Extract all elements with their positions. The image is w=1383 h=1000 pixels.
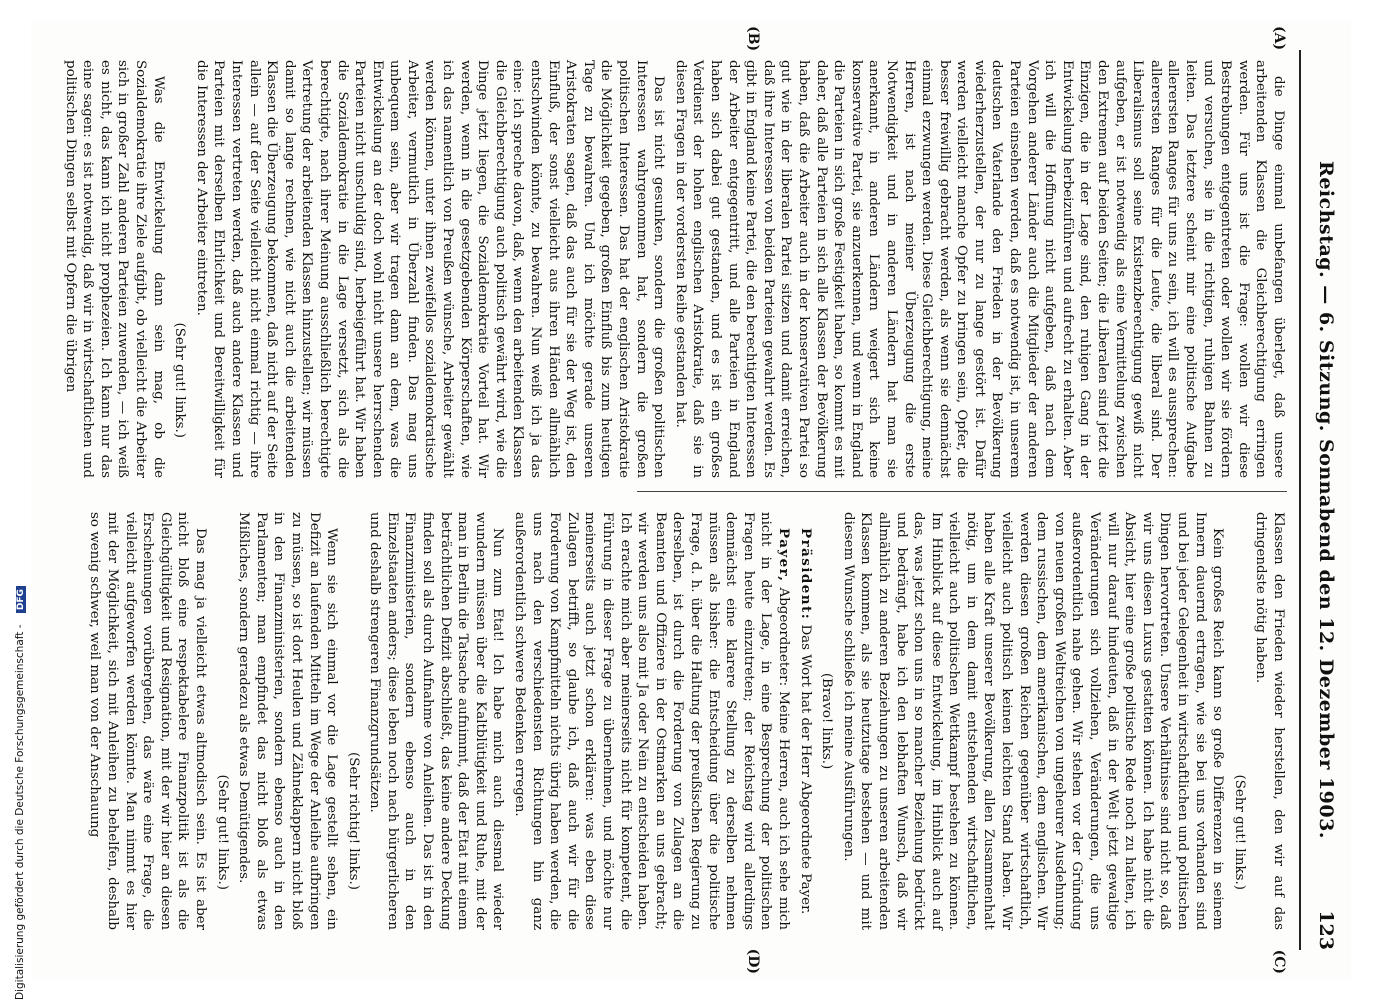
- interjection: (Sehr gut! links.): [214, 774, 230, 890]
- speaker-paragraph: [510, 512, 792, 930]
- margin-marker-c: (C): [1271, 949, 1287, 974]
- paragraph: Kein großes Reich kann so große Differenzen in seinem Innern dauernd ertragen, wie sie bei uns vorhanden sind und bei jeder Gelegenheit in wirtschaftlichen und politischen Dingen hervortreten. Unsere Verhältnisse sind nicht so, daß wir uns diesen Luxus gestatten können. Ich habe nicht die Absicht, hier eine große politische Rede noch zu halten, ich will nur darauf hindeuten, daß in der Welt jetzt gewaltige Veränderungen sich vollziehen, Veränderungen, die uns außerordentlich nahe gehen. Wir stehen vor der Gründung von neuen großen Weltreichen von ungeheurer Ausdehnung; dem russischen, dem amerikanischen, dem englischen. Wir werden diesen großen Reichen gegenüber wirtschaftlich, vielleicht auch politisch keinen leichten Stand haben. Wir haben alle Kraft unserer Bevölkerung, allen Zusammenhalt nötig, um in dem damit entstehenden wirtschaftlichen, vielleicht auch politischen Wettkampf bestehen zu können. Im Hinblick auf diese Entwickelung, im Hinblick auch auf das, was jetzt schon uns in so mancher Beziehung bedrückt und bedrängt, habe ich den lebhaften Wunsch, daß wir allmählich zu anderen Beziehungen zu unseren arbeitenden Klassen kommen, als sie heutzutage bestehen — und mit diesem Wunsche schließe ich meine Ausführungen.: [840, 512, 1226, 930]
- paragraph: Das ist nicht gesunken, sondern die großen politischen Interessen wahrgenommen hat, sondern die großen politischen Interessen. Das hat der englischen Aristokratie die Möglichkeit gegeben, großen Einfluß bis zum heutigen Tage zu bewahren. Und ich möchte gerade unseren Aristokraten sagen, daß das auch für sie der Weg ist, den Einfluß, der sonst vielleicht aus ihren Händen allmählich entschwinden könnte, zu bewahren. Nun weiß ich ja das eine: ich spreche davon, daß, wenn den arbeitenden Klassen die Gleichberechtigung auch politisch gewährt wird, wie die Dinge jetzt liegen, die Sozialdemokratie Vorteil hat. Wir werden, wenn in die gesetzgebenden Körperschaften, wie ich das namentlich von Preußen wünsche, Arbeiter gewählt werden können, unter ihnen zweifellos sozialdemokratische Arbeiter, vermutlich in Überzahl finden. Das mag uns unbequem sein, aber wir tragen dann an dem, was die Entwickelung an der doch wohl nicht unsere herrschenden Parteien nicht unschuldig sind, herbeigeführt hat. Wir haben die Sozialdemokratie in die Lage versetzt, sich als die berechtigte, nach ihrer Meinung ausschließlich berechtigte Vertretung der arbeitenden Klassen hinzustellen; wir müssen damit so lange rechnen, wie nicht auch die arbeitenden Klassen die Überzeugung bekommen, daß nicht auf der Seite allein — auf der Seite vielleicht nicht einmal richtig — ihre Interessen vertreten werden, daß auch andere Klassen und Parteien mit derselben Ehrlichkeit und Bereitwilligkeit für die Interessen der Arbeiter eintreten.: [193, 60, 667, 478]
- paragraph: Was die Entwickelung dann sein mag, ob die Sozialdemokratie ihre Ziele aufgibt, ob vielleicht die Arbeiter sich in großer Zahl anderen Parteien zuwenden, — ich weiß es nicht, das kann ich nicht prophezeien. Ich kann nur das eine sagen: es ist notwendig, daß wir in wirtschaftlichen und politischen Dingen selbst mit Opfern die übrigen: [62, 60, 166, 478]
- running-head: Reichstag. — 6. Sitzung. Sonnabend den 12. Dezember 1903.: [1315, 161, 1337, 839]
- paragraph: Wenn sie sich einmal vor die Lage gestellt sehen, ein Defizit an laufenden Mitteln im Wege der Anleihe aufbringen zu müssen, so ist dort Heulen und Zähneklappern nicht bloß in den Finanzministerien, sondern ebenso auch in den Parlamenten; man empfindet das nicht bloß als etwas Mißliches, sondern geradezu als etwas Demütigendes.: [236, 512, 340, 930]
- interjection: (Bravo! links.): [819, 672, 835, 770]
- paragraph: Nun zum Etat! Ich habe mich auch diesmal wieder wundern müssen über die Kaltblütigkeit und Ruhe, mit der man in Berlin die Tatsache aufnimmt, daß der Etat mit einem beträchtlichen Defizit abschließt, das keine andere Deckung finden soll als durch Aufnahme von Anleihen. Das ist in den Finanzministerien, sondern ebenso auch in den Einzelstaaten anders; diese leben noch nach bürgerlicheren und deshalb strengeren Finanzgrundsätzen.: [367, 512, 506, 930]
- dfg-logo: DFG: [16, 586, 26, 613]
- margin-marker-d: (D): [745, 948, 761, 974]
- margin-marker-a: (A): [1271, 26, 1287, 51]
- paragraph: Klassen den Frieden wieder herstellen, den wir auf das dringendste nötig haben.: [1253, 512, 1286, 930]
- speaker-text: Abgeordneter: Meine Herren, auch ich sehe mich nicht in der Lage, in eine Besprechung der politischen Fragen heute einzutreten; der Reichstag wird allerdings demnächst eine klarere Stellung zu derselben nehmen müssen als bisher: die Entscheidung über die politische Frage, d. h. über die Haltung der preußischen Regierung zu derselben, ist durch die Forderung von Zulagen an die Beamten und Offiziere in der Ostmarken an uns gebracht; wir werden uns also mit Ja oder Nein zu entscheiden haben. Ich erachte mich aber meinerseits nicht für kompetent, die Führung in dieser Frage zu übernehmen, und möchte nur meinerseits auch jetzt schon erklären: was eben diese Zulagen betrifft, so glaube ich, daß auch wir für die Forderung von Kampfmitteln nichts übrig haben werden, die uns nach den verschiedensten Richtungen hin ganz außerordentlich schwere Bedenken erregen.: [512, 512, 791, 930]
- newspaper-page: [31, 20, 1351, 980]
- speaker-text: Das Wort hat der Herr Abgeordnete Payer.: [797, 620, 813, 915]
- speaker-paragraph: [796, 512, 814, 930]
- page-number: 123: [1315, 910, 1337, 950]
- interjection: (Sehr gut! links.): [1231, 774, 1247, 890]
- paragraph: Das mag ja vielleicht etwas altmodisch sein. Es ist aber nicht bloß eine respektabelere Finanzpolitik ist als die Gleichgültigkeit und Resignation, mit der wir hier an diesen Erscheinungen vorübergehen, das wäre eine Frage, die vielleicht aufgeworfen werden könnte. Man nimmt es hier mit der Möglichkeit, sich mit Anleihen zu behelfen, deshalb so wenig schwer, weil man von der Anschauung: [87, 512, 208, 930]
- margin-marker-b: (B): [745, 26, 761, 52]
- interjection: (Sehr gut! links.): [172, 322, 188, 438]
- speaker-label: Präsident:: [797, 528, 814, 621]
- paragraph: die Dinge einmal unbefangen überlegt, daß unsere arbeitenden Klassen die Gleichberechtigung erringen werden. Für uns ist die Frage: wollen wir diese Bestrebungen entgegentreten oder wollen wir sie fördern und versuchen, sie in die richtigen, ruhigen Bahnen zu leiten. Das letztere scheint mir eine politische Aufgabe allerersten Ranges für uns zu sein, ich will es aussprechen: allerersten Ranges für die Leute, die liberal sind. Der Liberalismus soll seine Existenzberechtigung gewiß nicht aufgeben, er ist notwendig als eine Vermittelung zwischen den Extremen auf beiden Seiten; die Liberalen sind jetzt die Einzigen, die in der Lage sind, den ruhigen Gang in der Entwickelung herbeizuführen und aufrecht zu erhalten. Aber ich will die Hoffnung nicht aufgeben, daß nach dem Vorgehen anderer Länder auch die Mitglieder der anderen Parteien einsehen werden, daß es notwendig ist, in unserem deutschen Vaterlande den Frieden in der Bevölkerung wiederherzustellen, der nur zu lange gestört ist. Dafür werden vielleicht manche Opfer zu bringen sein, Opfer, die besser freiwillig gebracht werden, als wenn sie demnächst einmal erzwungen werden. Diese Gleichberechtigung, meine Herren, ist nach meiner Überzeugung die erste Notwendigkeit und in anderen Ländern hat man sie anerkannt, in anderen Ländern weigert sich keine konservative Partei, sie anzuerkennen, und wenn in England die Parteien in sich große Festigkeit haben, so kommt es mit daher, daß alle Parteien in sich alle Klassen der Bevölkerung haben, daß die Arbeiter auch in der konservativen Partei so gut wie in der liberalen Partei sitzen und damit erreichen, daß ihre Interessen von beiden Parteien gewahrt werden. Es gibt in England keine Partei, die den berechtigten Interessen der Arbeiter entgegentritt, und alle Parteien in England haben sich dabei gut gestanden, und es ist ein großes Verdienst der hohen englischen Aristokratie, daß sie in diesen Fragen in der vordersten Reihe gestanden hat.: [672, 60, 1286, 478]
- page-header: [1303, 50, 1343, 950]
- right-column: [82, 512, 1287, 930]
- left-column: [57, 60, 1287, 478]
- speaker-label: Payer,: [775, 528, 792, 583]
- column-divider: [637, 491, 1287, 492]
- footer-text: Digitalisierung gefördert durch die Deutsche Forschungsgemeinschaft -: [14, 624, 26, 1000]
- header-rule: [1299, 50, 1301, 950]
- interjection: (Sehr richtig! links.): [345, 752, 361, 890]
- digitization-footer: [14, 400, 26, 1000]
